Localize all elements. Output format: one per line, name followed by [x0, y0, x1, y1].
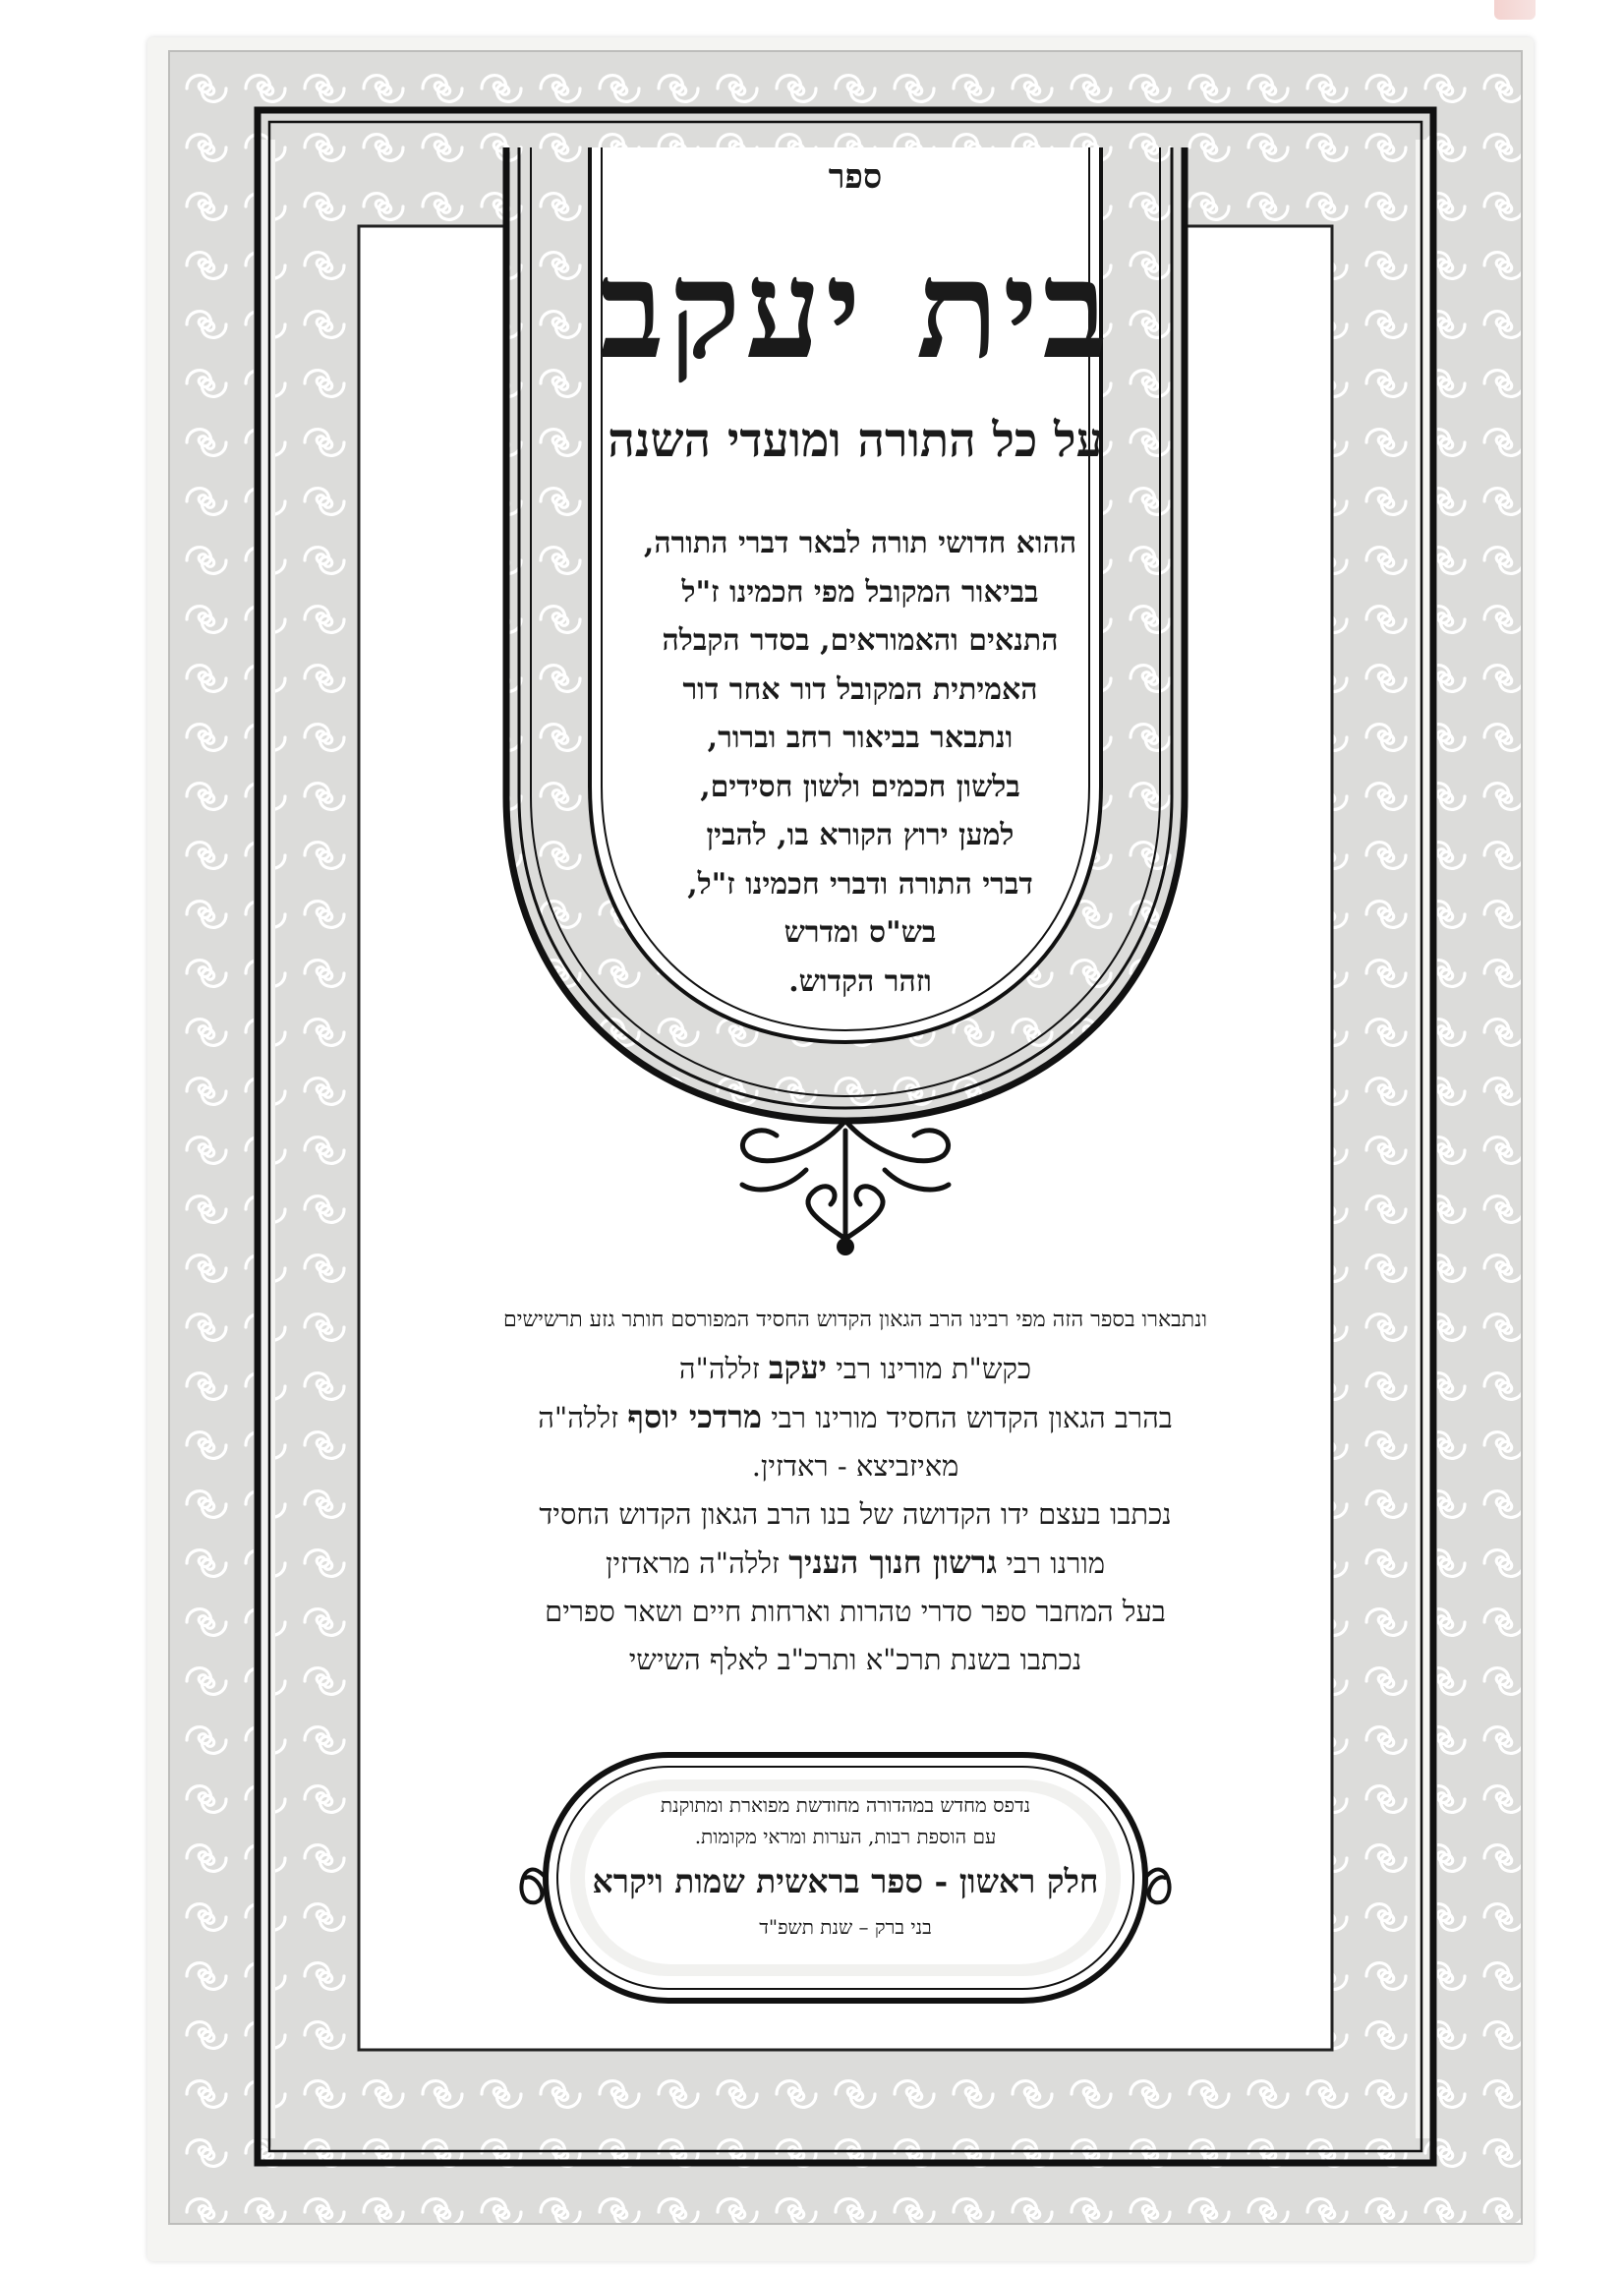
intro-line: ההוא חדושי תורה לבאר דברי התורה, [643, 526, 1077, 560]
book-subtitle: על כל התורה ומועדי השנה [608, 413, 1103, 468]
attribution-line: נכתבו בעצם ידו הקדושה של בנו הרב הגאון הקדוש החסיד [539, 1497, 1172, 1531]
sefer-label: ספר [828, 157, 883, 197]
intro-line: וזהר הקדוש. [788, 963, 932, 999]
intro-text [629, 519, 1091, 1006]
attribution-line: מורנו רבי גרשון חנוך העניך זללה"ה מראדזין [605, 1544, 1106, 1581]
attribution-line: כקש"ת מורינו רבי יעקב זללה"ה [678, 1349, 1032, 1386]
intro-line: דברי התורה ודברי חכמינו ז"ל, [687, 866, 1033, 902]
attribution-line: מאיזביצא - ראדזין. [751, 1449, 959, 1483]
intro-line: בש"ס ומדרש [783, 915, 937, 950]
scribe-name: גרשון חנוך העניך [788, 1544, 998, 1581]
attribution-line: ונתבארו בספר הזה מפי רבינו הרב הגאון הקדוש החסיד המפורסם חותר גזע תרשישים [503, 1308, 1207, 1332]
author-attribution [413, 1296, 1298, 1684]
father-name: מרדכי יוסף [627, 1398, 762, 1435]
intro-line: בלשון חכמים ולשון חסידים, [700, 769, 1020, 804]
intro-line: בביאור המקובל מפי חכמינו ז"ל [681, 574, 1039, 610]
imprint-line: עם הוספת רבות, הערות ומראי מקומות. [694, 1825, 997, 1848]
attribution-line: בעל המחבר ספר סדרי טהרות וארחות חיים ושאר ספרים [545, 1595, 1166, 1628]
intro-line: האמיתית המקובל דור אחר דור [682, 671, 1038, 707]
imprint-line: נדפס מחדש במהדורה מחודשת מפוארת ומתוקנת [660, 1793, 1031, 1817]
intro-line: למען ירוץ הקורא בו, להבין [706, 818, 1015, 852]
book-title: בית יעקב [599, 229, 1112, 389]
place-year: בני ברק – שנת תשפ"ד [759, 1915, 932, 1939]
imprint [570, 1789, 1121, 1943]
attribution-line: נכתבו בשנת תרכ"א ותרכ"ב לאלף השישי [628, 1643, 1082, 1676]
intro-line: התנאים והאמוראים, בסדר הקבלה [662, 623, 1059, 658]
intro-line: ונתבאר בביאור רחב וברור, [707, 721, 1014, 755]
author-name: יעקב [769, 1349, 828, 1386]
attribution-line: בהרב הגאון הקדוש החסיד מורינו רבי מרדכי יוסף זללה"ה [538, 1398, 1173, 1435]
volume-part: חלק ראשון - ספר בראשית שמות ויקרא [592, 1862, 1099, 1900]
